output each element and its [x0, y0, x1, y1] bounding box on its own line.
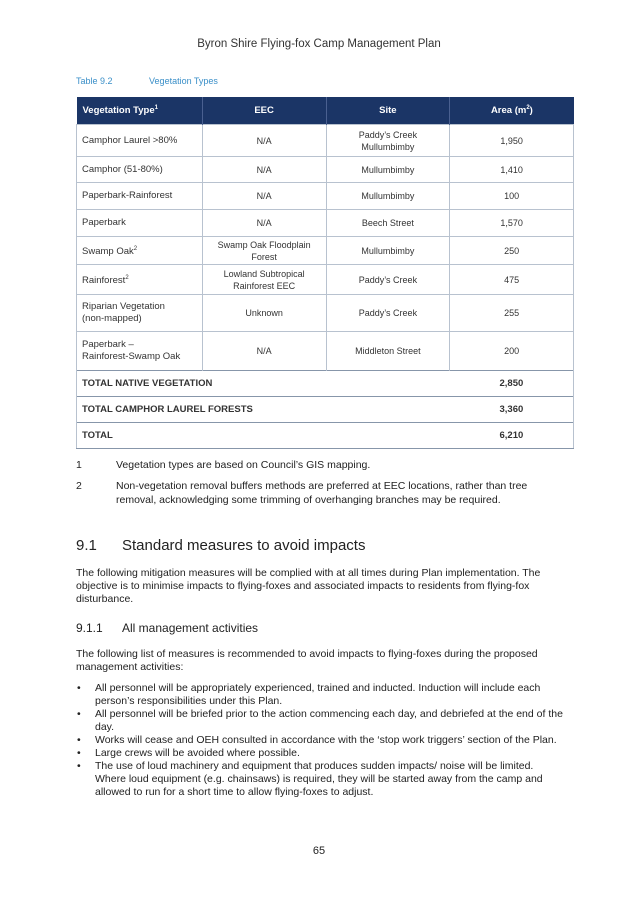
cell-eec: Swamp Oak Floodplain Forest [202, 237, 326, 265]
cell-veg-type: Swamp Oak$^2$ [77, 237, 203, 265]
cell-site: Paddy’s Creek Mullumbimby [326, 125, 450, 157]
cell-site: Mullumbimby [326, 183, 450, 210]
cell-veg-type: Paperbark-Rainforest [77, 183, 203, 210]
cell-eec: Unknown [202, 295, 326, 332]
cell-veg-type: Paperbark – Rainforest-Swamp Oak [77, 332, 203, 371]
list-item: • All personnel will be appropriately experienced, trained and inducted. Induction will include each person’s responsibilities under this Plan. [76, 682, 566, 708]
cell-eec: N/A [202, 183, 326, 210]
subsection-heading [76, 621, 258, 635]
total-label: TOTAL NATIVE VEGETATION [77, 371, 450, 397]
cell-site: Middleton Street [326, 332, 450, 371]
cell-site: Paddy’s Creek [326, 295, 450, 332]
cell-eec: N/A [202, 332, 326, 371]
cell-eec: N/A [202, 210, 326, 237]
list-item: • The use of loud machinery and equipment that produces sudden impacts/ noise will be limited. Where loud equipment (e.g. chainsaws) is required, they will be started away from the camp and allowed to run for a short time to allow flying-foxes to adjust. [76, 760, 566, 799]
total-row [77, 371, 574, 397]
cell-veg-type: Camphor Laurel >80% [77, 125, 203, 157]
measures-list [76, 682, 566, 799]
total-label: TOTAL CAMPHOR LAUREL FORESTS [77, 397, 450, 423]
list-item: • Large crews will be avoided where possible. [76, 747, 566, 760]
table-header-row [77, 97, 574, 125]
footnote [76, 458, 566, 472]
section-intro: The following mitigation measures will be complied with at all times during Plan implementation. The objective is to minimise impacts to flying-foxes and associated impacts to residents from flying-fox disturbance. [76, 567, 541, 605]
table-row [77, 157, 574, 183]
footnote-text: Vegetation types are based on Council’s GIS mapping. [116, 459, 371, 471]
total-value: 2,850 [450, 371, 574, 397]
table-row [77, 210, 574, 237]
col-header-eec: EEC [202, 97, 326, 125]
table-caption [76, 76, 218, 86]
subsection-title: All management activities [122, 621, 259, 635]
col-header-veg-type: Vegetation Type$^1$ [77, 97, 203, 125]
cell-veg-type: Paperbark [77, 210, 203, 237]
section-heading [76, 537, 365, 554]
table-row [77, 183, 574, 210]
total-label: TOTAL [77, 423, 450, 449]
cell-veg-type: Riparian Vegetation (non-mapped) [77, 295, 203, 332]
cell-area: 1,570 [450, 210, 574, 237]
cell-area: 100 [450, 183, 574, 210]
cell-eec: Lowland Subtropical Rainforest EEC [202, 265, 326, 295]
table-row [77, 125, 574, 157]
subsection-intro: The following list of measures is recommended to avoid impacts to flying-foxes during the proposed management activities: [76, 648, 538, 673]
cell-site: Mullumbimby [326, 157, 450, 183]
cell-eec: N/A [202, 125, 326, 157]
list-item: • All personnel will be briefed prior to the action commencing each day, and debriefed at the end of the day. [76, 708, 566, 734]
cell-eec: N/A [202, 157, 326, 183]
footnote-text: Non-vegetation removal buffers methods are preferred at EEC locations, rather than tree removal, acknowledging some trimming of overhanging branches may be required. [116, 480, 528, 506]
cell-area: 1,950 [450, 125, 574, 157]
table-caption-number: Table 9.2 [76, 76, 113, 86]
table-row [77, 237, 574, 265]
cell-area: 200 [450, 332, 574, 371]
cell-veg-type: Camphor (51-80%) [77, 157, 203, 183]
list-item: • Works will cease and OEH consulted in accordance with the ‘stop work triggers’ section of the Plan. [76, 734, 566, 747]
cell-site: Mullumbimby [326, 237, 450, 265]
col-header-site: Site [326, 97, 450, 125]
total-row [77, 397, 574, 423]
col-header-area: Area $(m^2)$ [450, 97, 574, 125]
cell-veg-type: Rainforest$^2$ [77, 265, 203, 295]
page-number: 65 [312, 845, 326, 857]
cell-site: Beech Street [326, 210, 450, 237]
cell-area: 1,410 [450, 157, 574, 183]
total-row [77, 423, 574, 449]
total-value: 6,210 [450, 423, 574, 449]
total-value: 3,360 [450, 397, 574, 423]
table-row [77, 295, 574, 332]
cell-site: Paddy’s Creek [326, 265, 450, 295]
section-title: Standard measures to avoid impacts [122, 537, 366, 554]
cell-area: 250 [450, 237, 574, 265]
footnote-number: 1 [76, 459, 82, 471]
table-caption-title: Vegetation Types [149, 76, 218, 86]
vegetation-table [76, 97, 574, 449]
footnote-number: 2 [76, 480, 82, 492]
page-header-title: Byron Shire Flying-fox Camp Management Plan [197, 38, 441, 50]
cell-area: 475 [450, 265, 574, 295]
table-row [77, 265, 574, 295]
subsection-number: 9.1.1 [76, 621, 103, 635]
cell-area: 255 [450, 295, 574, 332]
section-number: 9.1 [76, 537, 97, 554]
table-row [77, 332, 574, 371]
footnote [76, 479, 566, 507]
